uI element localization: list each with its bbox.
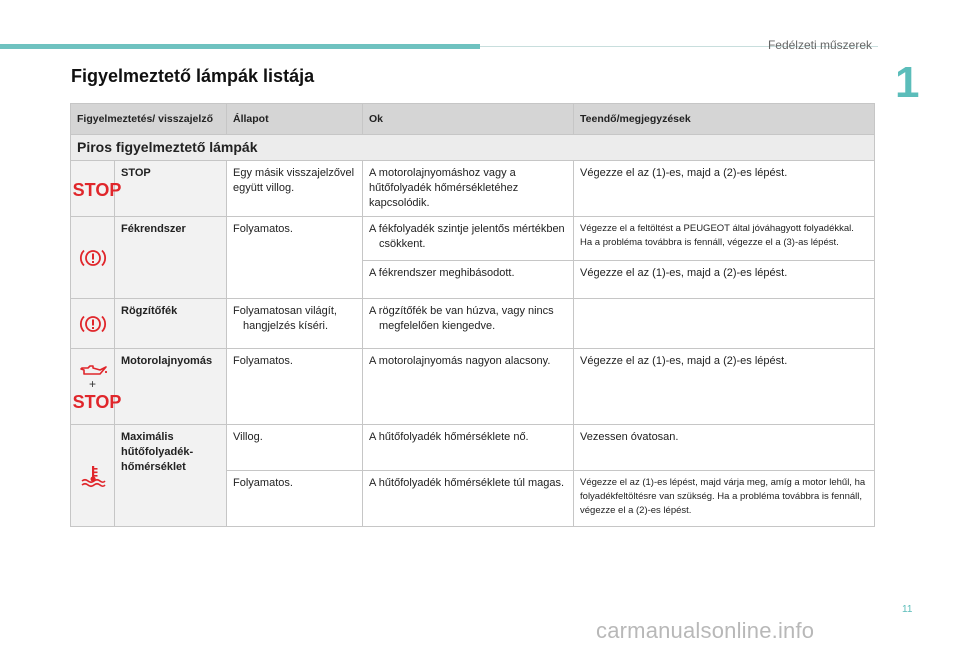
- row-state: Folyamatos.: [227, 217, 363, 299]
- row-action: Végezze el az (1)-es, majd a (2)-es lépést.: [574, 161, 875, 217]
- parking-brake-icon-cell: [71, 299, 115, 349]
- row-action: Vezessen óvatosan.: [574, 425, 875, 471]
- row-action: Végezze el a feltöltést a PEUGEOT által jóváhagyott folyadékkal. Ha a probléma továbbra is fennáll, végezze el a (3)-as lépést.: [574, 217, 875, 261]
- svg-text:STOP: STOP: [72, 179, 122, 200]
- row-state: Folyamatosan világít, hangjelzés kíséri.: [227, 299, 363, 349]
- row-name: Rögzítőfék: [115, 299, 227, 349]
- row-action: Végezze el az (1)-es, majd a (2)-es lépést.: [574, 349, 875, 425]
- row-name: Fékrendszer: [115, 217, 227, 299]
- stop-icon: [72, 391, 122, 412]
- col-header-action: Teendő/megjegyzések: [574, 104, 875, 135]
- row-cause: A hűtőfolyadék hőmérséklete nő.: [363, 425, 574, 471]
- svg-text:STOP: STOP: [72, 391, 122, 412]
- table-row: [71, 161, 875, 217]
- row-cause: A motorolajnyomás nagyon alacsony.: [363, 349, 574, 425]
- col-header-indicator: Figyelmeztetés/ visszajelző: [71, 104, 227, 135]
- table-row: [71, 349, 875, 425]
- watermark: carmanualsonline.info: [596, 618, 815, 643]
- page-title: Figyelmeztető lámpák listája: [71, 66, 315, 86]
- col-header-cause: Ok: [363, 104, 574, 135]
- row-state: Folyamatos.: [227, 349, 363, 425]
- oil-pressure-icon-cell: [71, 349, 122, 425]
- row-cause: A fékfolyadék szintje jelentős mértékben csökkent.: [363, 217, 574, 261]
- table-header-row: [71, 104, 875, 135]
- plus-sign: +: [88, 376, 96, 391]
- row-name: Motorolajnyomás: [115, 349, 227, 425]
- page-number: 11: [902, 604, 913, 615]
- row-state: Egy másik visszajelzővel együtt villog.: [227, 161, 363, 217]
- coolant-icon-cell: [71, 425, 115, 527]
- row-cause: A fékrendszer meghibásodott.: [363, 261, 574, 299]
- coolant-temperature-icon: [80, 464, 106, 488]
- stop-icon-cell: [71, 161, 122, 217]
- table-row: [71, 299, 875, 349]
- row-name: STOP: [115, 161, 227, 217]
- section-row: [71, 135, 875, 161]
- table-row: [71, 217, 875, 261]
- row-cause: A rögzítőfék be van húzva, vagy nincs megfelelően kiengedve.: [363, 299, 574, 349]
- row-action: Végezze el az (1)-es, majd a (2)-es lépést.: [574, 261, 875, 299]
- section-name: Fedélzeti műszerek: [767, 38, 872, 52]
- table-row: [71, 425, 875, 471]
- brake-icon-cell: [71, 217, 115, 299]
- col-header-state: Állapot: [227, 104, 363, 135]
- header-accent-bar: [0, 44, 480, 49]
- brake-warning-icon: [79, 247, 107, 269]
- row-cause: A hűtőfolyadék hőmérséklete túl magas.: [363, 471, 574, 527]
- row-action: [574, 299, 875, 349]
- section-title: Piros figyelmeztető lámpák: [71, 135, 875, 161]
- row-name: Maximális hűtőfolyadék-hőmérséklet: [115, 425, 227, 527]
- oil-can-icon: [78, 363, 108, 377]
- parking-brake-icon: [79, 313, 107, 335]
- chapter-number: 1: [895, 58, 920, 107]
- row-cause: A motorolajnyomáshoz vagy a hűtőfolyadék hőmérsékletéhez kapcsolódik.: [363, 161, 574, 217]
- warning-lamps-table: [70, 103, 875, 527]
- row-action: Végezze el az (1)-es lépést, majd várja meg, amíg a motor lehűl, ha folyadékfeltöltésre van szükség. Ha a probléma továbbra is fennáll, végezze el a (2)-es lépést.: [574, 471, 875, 527]
- stop-icon: [72, 179, 122, 200]
- row-state: Folyamatos.: [227, 471, 363, 527]
- row-state: Villog.: [227, 425, 363, 471]
